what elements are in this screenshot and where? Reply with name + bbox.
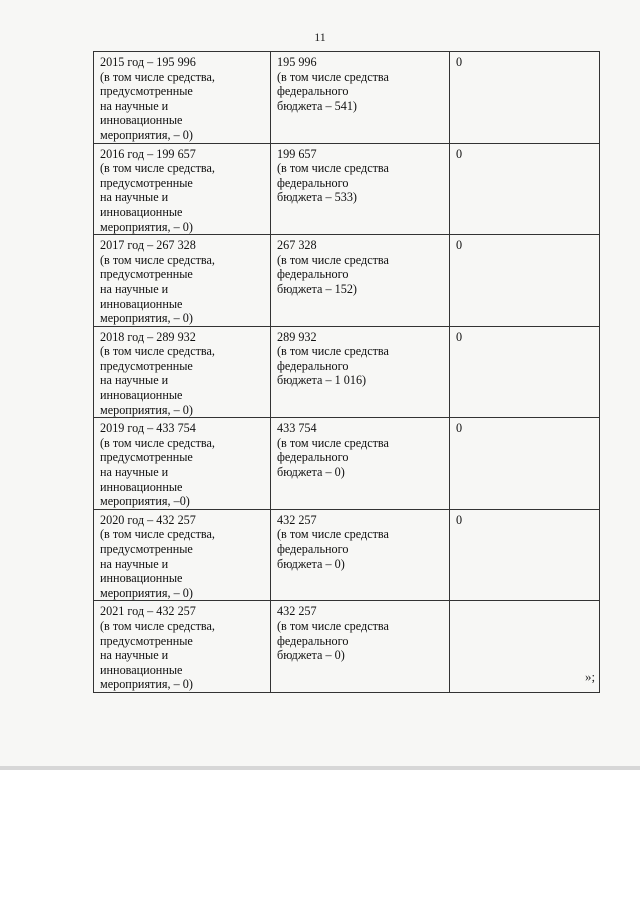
table-row (94, 235, 600, 327)
year-total-line: 2016 год – 199 657 (100, 146, 196, 161)
year-total-line: мероприятия, – 0) (100, 311, 193, 326)
regional-budget-line: бюджета – 533) (277, 190, 357, 205)
year-total-line: (в том числе средства, (100, 435, 215, 450)
regional-budget-cell (271, 326, 450, 418)
regional-budget-line: федерального (277, 175, 349, 190)
regional-budget-line: бюджета – 1 016) (277, 373, 367, 388)
regional-budget-cell (271, 509, 450, 601)
year-total-line: (в том числе средства, (100, 344, 215, 359)
other-sources-cell: 0 (450, 418, 600, 510)
year-total-cell (94, 326, 271, 418)
year-total-line: (в том числе средства, (100, 618, 215, 633)
regional-budget-line: (в том числе средства (277, 69, 389, 84)
table-row (94, 52, 600, 144)
page-number: 11 (314, 30, 326, 44)
year-total-cell (94, 235, 271, 327)
year-total-line: инновационные (100, 479, 183, 494)
other-sources-cell: 0 (450, 235, 600, 327)
regional-budget-line: (в том числе средства (277, 527, 389, 542)
table-row (94, 326, 600, 418)
other-sources-cell: 0 (450, 143, 600, 235)
other-sources-cell: 0 (450, 509, 600, 601)
other-sources-cell: 0 (450, 52, 600, 144)
year-total-line: предусмотренные (100, 542, 193, 556)
year-total-line: на научные и (100, 465, 169, 480)
regional-budget-line: бюджета – 0) (277, 465, 345, 480)
regional-budget-line: федерального (277, 542, 349, 556)
table-row (94, 418, 600, 510)
year-total-line: предусмотренные (100, 267, 193, 282)
year-total-line: (в том числе средства, (100, 527, 215, 542)
regional-budget-cell (271, 143, 450, 235)
year-total-line: инновационные (100, 388, 183, 403)
year-total-line: мероприятия, – 0) (100, 219, 193, 234)
year-total-line: инновационные (100, 296, 183, 311)
year-total-line: предусмотренные (100, 633, 193, 648)
page-edge (0, 766, 640, 770)
table-row (94, 509, 600, 601)
year-total-line: 2021 год – 432 257 (100, 604, 196, 619)
regional-budget-line: федерального (277, 84, 349, 99)
year-total-line: мероприятия, – 0) (100, 127, 193, 142)
regional-budget-line: федерального (277, 633, 349, 648)
year-total-line: на научные и (100, 648, 169, 663)
year-total-line: предусмотренные (100, 175, 193, 190)
table-row (94, 601, 600, 693)
other-sources-cell (450, 601, 600, 693)
year-total-line: 2017 год – 267 328 (100, 238, 196, 253)
year-total-line: (в том числе средства, (100, 252, 215, 267)
year-total-line: инновационные (100, 571, 183, 586)
regional-budget-line: 432 257 (277, 604, 317, 619)
regional-budget-line: (в том числе средства (277, 435, 389, 450)
closing-quote-mark: »; (585, 669, 596, 684)
regional-budget-line: 199 657 (277, 146, 317, 161)
year-total-line: инновационные (100, 662, 183, 677)
year-total-line: инновационные (100, 204, 183, 219)
regional-budget-cell (271, 418, 450, 510)
year-total-line: на научные и (100, 281, 169, 296)
regional-budget-line: федерального (277, 267, 349, 282)
regional-budget-line: федерального (277, 358, 349, 373)
year-total-line: предусмотренные (100, 450, 193, 465)
regional-budget-line: 195 996 (277, 55, 317, 69)
year-total-line: 2018 год – 289 932 (100, 329, 196, 344)
funding-table-body (94, 52, 600, 693)
year-total-line: мероприятия, –0) (100, 494, 190, 509)
table-row (94, 143, 600, 235)
year-total-cell (94, 143, 271, 235)
year-total-line: мероприятия, – 0) (100, 402, 193, 417)
regional-budget-line: бюджета – 152) (277, 281, 357, 296)
regional-budget-line: (в том числе средства (277, 161, 389, 176)
regional-budget-line: (в том числе средства (277, 252, 389, 267)
year-total-line: (в том числе средства, (100, 69, 215, 84)
year-total-line: на научные и (100, 556, 169, 571)
year-total-line: 2015 год – 195 996 (100, 55, 196, 69)
regional-budget-cell (271, 52, 450, 144)
regional-budget-line: бюджета – 541) (277, 98, 357, 113)
year-total-cell (94, 601, 271, 693)
year-total-line: (в том числе средства, (100, 161, 215, 176)
year-total-line: предусмотренные (100, 84, 193, 99)
regional-budget-line: 289 932 (277, 329, 317, 344)
regional-budget-line: федерального (277, 450, 349, 465)
regional-budget-line: 433 754 (277, 421, 317, 436)
year-total-line: мероприятия, – 0) (100, 677, 193, 692)
regional-budget-line: 267 328 (277, 238, 317, 253)
year-total-line: 2019 год – 433 754 (100, 421, 196, 436)
year-total-cell (94, 52, 271, 144)
other-sources-cell: 0 (450, 326, 600, 418)
year-total-cell (94, 418, 271, 510)
year-total-line: инновационные (100, 113, 183, 128)
regional-budget-line: бюджета – 0) (277, 556, 345, 571)
year-total-cell (94, 509, 271, 601)
regional-budget-line: 432 257 (277, 512, 317, 527)
regional-budget-line: (в том числе средства (277, 344, 389, 359)
regional-budget-cell (271, 601, 450, 693)
year-total-line: предусмотренные (100, 358, 193, 373)
regional-budget-line: бюджета – 0) (277, 648, 345, 663)
funding-table (93, 51, 600, 693)
regional-budget-cell (271, 235, 450, 327)
year-total-line: 2020 год – 432 257 (100, 512, 196, 527)
regional-budget-line: (в том числе средства (277, 618, 389, 633)
year-total-line: на научные и (100, 190, 169, 205)
year-total-line: на научные и (100, 98, 169, 113)
year-total-line: мероприятия, – 0) (100, 585, 193, 600)
year-total-line: на научные и (100, 373, 169, 388)
